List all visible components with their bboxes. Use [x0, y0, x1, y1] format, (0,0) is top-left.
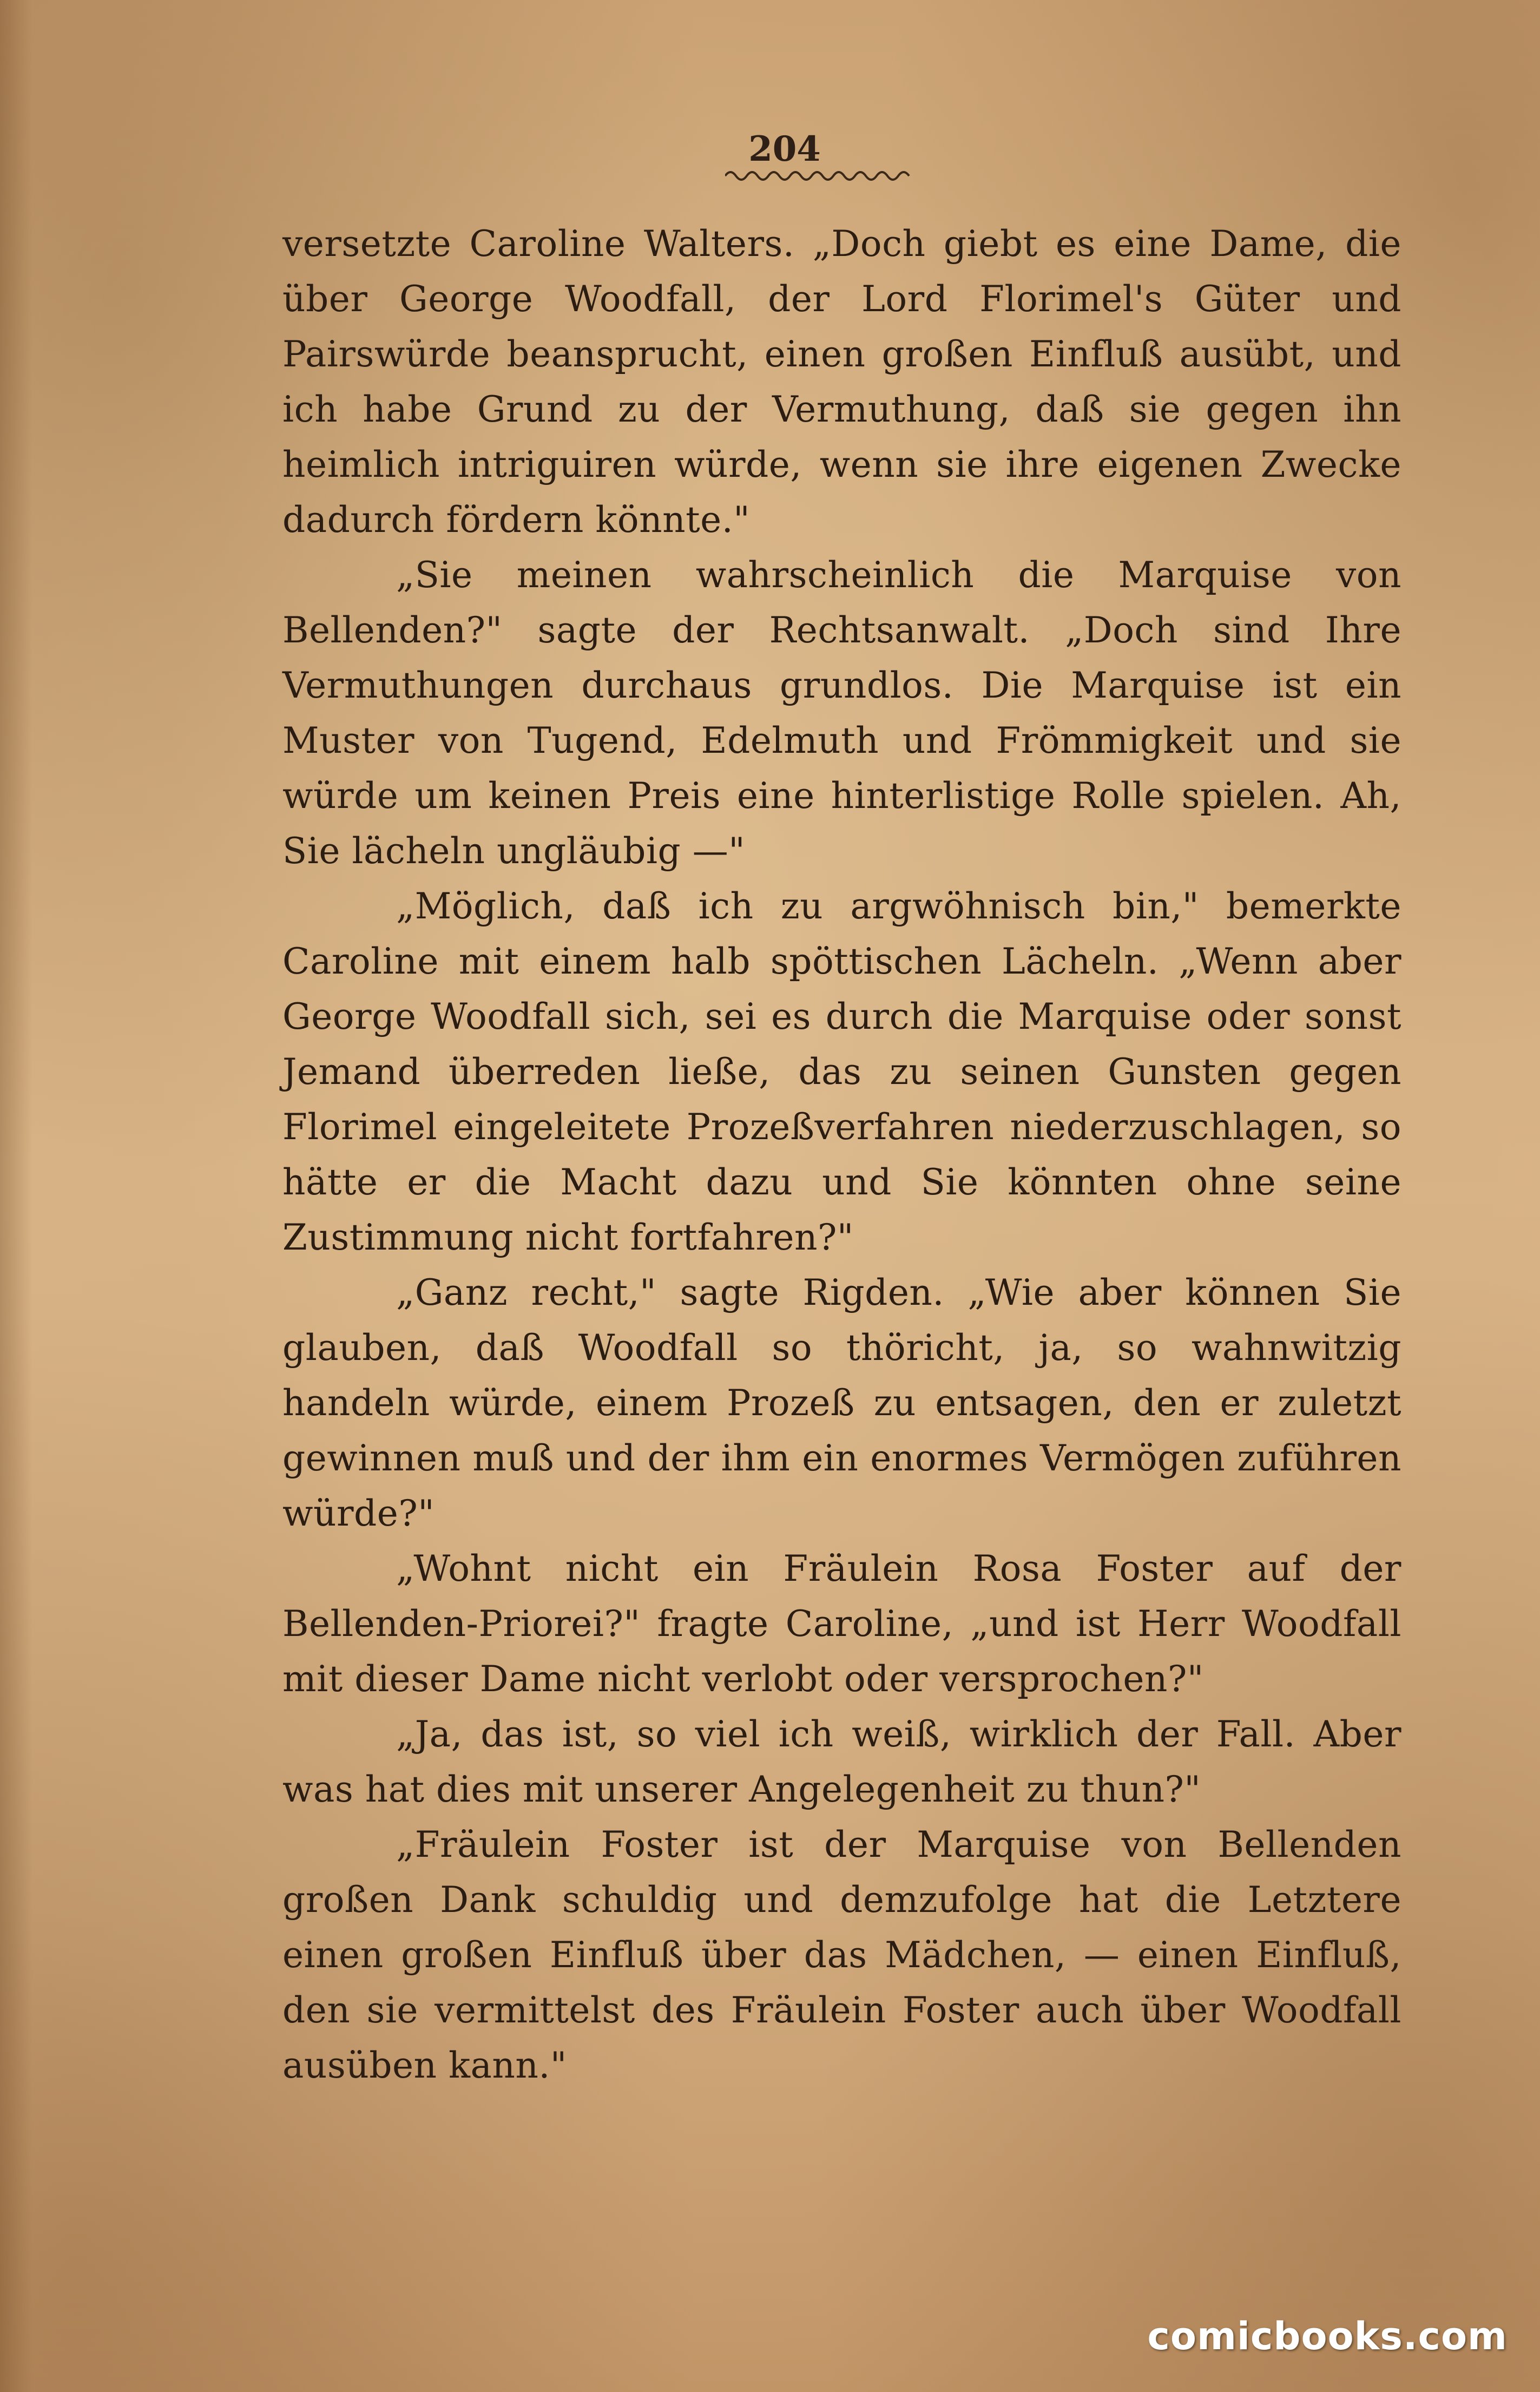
paragraph: „Möglich, daß ich zu argwöhnisch bin," bemerkte Caroline mit einem halb spöttischen Lächeln. „Wenn aber George Woodfall sich, sei es durch die Marquise oder sonst Jemand überreden ließe, das zu seinen Gunsten gegen Florimel eingeleitete Prozeßverfahren niederzuschlagen, so hätte er die Macht dazu und Sie könnten ohne seine Zustimmung nicht fortfahren?"	[282, 885, 1401, 1258]
paragraph: „Ganz recht," sagte Rigden. „Wie aber können Sie glauben, daß Woodfall so thöricht, ja, so wahnwitzig handeln würde, einem Prozeß zu entsagen, den er zuletzt gewinnen muß und der ihm ein enormes Vermögen zuführen würde?"	[282, 1272, 1401, 1534]
wavy-rule-ornament	[725, 165, 942, 187]
paragraph: versetzte Caroline Walters. „Doch giebt es eine Dame, die über George Woodfall, der Lord Florimel's Güter und Pairswürde beansprucht, einen großen Einfluß ausübt, und ich habe Grund zu der Vermuthung, daß sie gegen ihn heimlich intriguiren würde, wenn sie ihre eigenen Zwecke dadurch fördern könnte."	[282, 223, 1401, 541]
paragraph: „Ja, das ist, so viel ich weiß, wirklich der Fall. Aber was hat dies mit unserer Angelegenheit zu thun?"	[282, 1713, 1401, 1810]
paragraph: „Fräulein Foster ist der Marquise von Bellenden großen Dank schuldig und demzufolge hat die Letztere einen großen Einfluß über das Mädchen, — einen Einfluß, den sie vermittelst des Fräulein Foster auch über Woodfall ausüben kann."	[282, 1824, 1401, 2086]
paragraph: „Wohnt nicht ein Fräulein Rosa Foster auf der Bellenden-Priorei?" fragte Caroline, „und ist Herr Woodfall mit dieser Dame nicht verlobt oder versprochen?"	[282, 1548, 1401, 1700]
body-text	[282, 216, 1401, 2093]
site-watermark: comicbooks.com	[1147, 2314, 1508, 2358]
paragraph: „Sie meinen wahrscheinlich die Marquise von Bellenden?" sagte der Rechtsanwalt. „Doch sind Ihre Vermuthungen durchaus grundlos. Die Marquise ist ein Muster von Tugend, Edelmuth und Frömmigkeit und sie würde um keinen Preis eine hinterlistige Rolle spielen. Ah, Sie lächeln ungläubig —"	[282, 554, 1401, 872]
page-fold-shadow	[0, 0, 32, 2392]
page-number: 204	[748, 129, 821, 169]
